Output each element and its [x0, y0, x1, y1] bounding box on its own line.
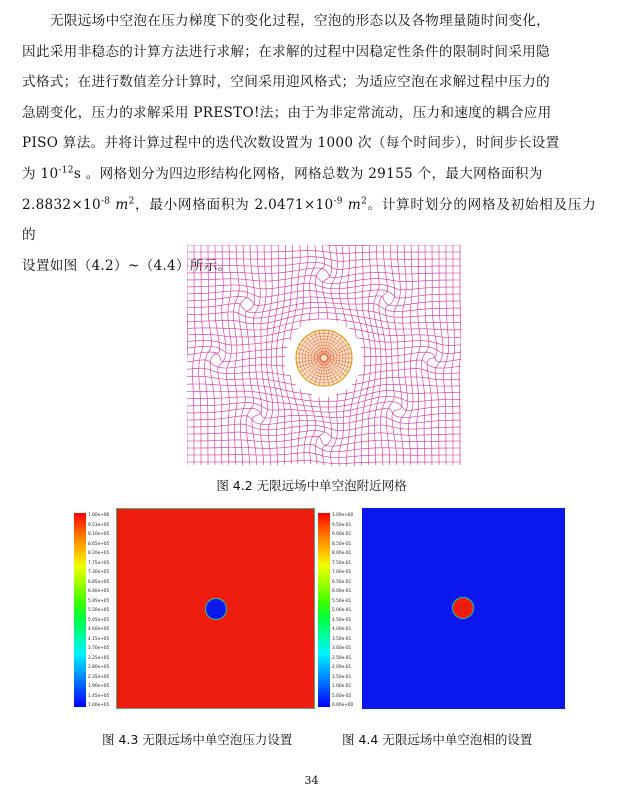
colorbar-tick-label: 3.25e+05	[88, 655, 110, 661]
colorbar-tick-label: 4.15e+05	[88, 636, 110, 642]
text-line: 急剧变化，压力的求解采用 PRESTO!法；由于为非定常流动，压力和速度的耦合应用	[22, 104, 552, 121]
pressure-colorbar-labels	[88, 513, 114, 707]
phase-field	[362, 508, 565, 709]
text-line: 为 $10^{-12}s$ 。网格划分为四边形结构化网格，网格总数为 29155 个，最大网格面积为	[22, 165, 543, 182]
colorbar-tick-label: 9.53e+05	[88, 522, 110, 528]
colorbar-tick-label: 8.65e+05	[88, 541, 110, 547]
colorbar-tick-label: 3.50e-01	[332, 636, 352, 642]
colorbar-tick-label: 8.50e-01	[332, 541, 352, 547]
pressure-colorbar	[74, 513, 86, 707]
colorbar-tick-label: 0.00e+00	[332, 703, 354, 708]
colorbar-tick-label: 9.50e-01	[332, 522, 352, 528]
colorbar-tick-label: 7.00e-01	[332, 570, 352, 575]
colorbar-tick-label: 2.00e-01	[332, 665, 352, 670]
colorbar-tick-label: 4.50e-01	[332, 617, 352, 623]
bubble-low-pressure	[205, 598, 227, 620]
colorbar-tick-label: 9.00e-01	[332, 532, 352, 537]
colorbar-tick-label: 5.00e-02	[332, 693, 352, 699]
colorbar-tick-label: 6.85e+05	[88, 579, 110, 585]
colorbar-tick-label: 1.00e+06	[88, 513, 110, 518]
page-number: 34	[304, 774, 319, 787]
figure-4-3-caption: 图 4.3 无限远场中单空泡压力设置	[102, 732, 293, 747]
text-line: 式格式；在进行数值差分计算时，空间采用迎风格式；为适应空泡在求解过程中压力的	[22, 74, 550, 91]
colorbar-tick-label: 1.00e+05	[88, 703, 110, 708]
pressure-field	[116, 508, 315, 709]
colorbar-tick-label: 5.05e+05	[88, 617, 110, 623]
colorbar-tick-label: 1.90e+05	[88, 684, 110, 689]
colorbar-tick-label: 4.60e+05	[88, 627, 110, 632]
text-line: PISO 算法。并将计算过程中的迭代次数设置为 1000 次（每个时间步），时间步长设置	[22, 135, 560, 152]
text-line: 无限远场中空泡在压力梯度下的变化过程，空泡的形态以及各物理量随时间变化，	[50, 13, 551, 29]
colorbar-tick-label: 2.35e+05	[88, 674, 110, 680]
phase-colorbar	[318, 513, 330, 707]
figure-4-2-caption: 图 4.2 无限远场中单空泡附近网格	[216, 478, 407, 493]
colorbar-tick-label: 2.50e-01	[332, 655, 352, 661]
text-line: 设置如图（4.2）~（4.4）所示。	[22, 257, 232, 274]
colorbar-tick-label: 1.45e+05	[88, 693, 110, 699]
colorbar-tick-label: 1.50e-01	[332, 674, 352, 680]
colorbar-tick-label: 9.10e+05	[88, 532, 110, 537]
colorbar-tick-label: 3.00e-01	[332, 646, 352, 651]
colorbar-tick-label: 6.00e-01	[332, 589, 352, 594]
colorbar-tick-label: 8.20e+05	[88, 551, 110, 556]
colorbar-tick-label: 4.00e-01	[332, 627, 352, 632]
phase-colorbar-labels	[332, 513, 358, 707]
body-paragraph	[22, 6, 596, 281]
mesh-image	[187, 245, 461, 466]
colorbar-tick-label: 1.00e-01	[332, 684, 352, 689]
colorbar-tick-label: 5.95e+05	[88, 598, 110, 604]
colorbar-tick-label: 7.30e+05	[88, 570, 110, 575]
bubble-vapor-phase	[452, 597, 474, 619]
colorbar-tick-label: 3.70e+05	[88, 646, 110, 651]
text-line: 因此采用非稳态的计算方法进行求解；在求解的过程中因稳定性条件的限制时间采用隐	[22, 43, 550, 60]
colorbar-tick-label: 2.80e+05	[88, 665, 110, 670]
colorbar-tick-label: 6.40e+05	[88, 589, 110, 594]
mesh-figure	[187, 245, 461, 466]
colorbar-tick-label: 6.50e-01	[332, 579, 352, 585]
colorbar-tick-label: 1.00e+00	[332, 513, 354, 518]
figure-4-4-caption: 图 4.4 无限远场中单空泡相的设置	[342, 732, 533, 747]
text-line: $2.8832\times 10^{-8}$ $m^2$，最小网格面积为 $2.0471\times 10^{-9}$ $m^2$。计算时划分的网格及初始相及压力的	[22, 196, 596, 244]
colorbar-tick-label: 5.50e+05	[88, 608, 110, 613]
colorbar-tick-label: 7.75e+05	[88, 560, 110, 566]
colorbar-tick-label: 5.00e-01	[332, 608, 352, 613]
bubble-mesh	[296, 330, 352, 386]
colorbar-tick-label: 8.00e-01	[332, 551, 352, 556]
colorbar-tick-label: 5.50e-01	[332, 598, 352, 604]
colorbar-tick-label: 7.50e-01	[332, 560, 352, 566]
